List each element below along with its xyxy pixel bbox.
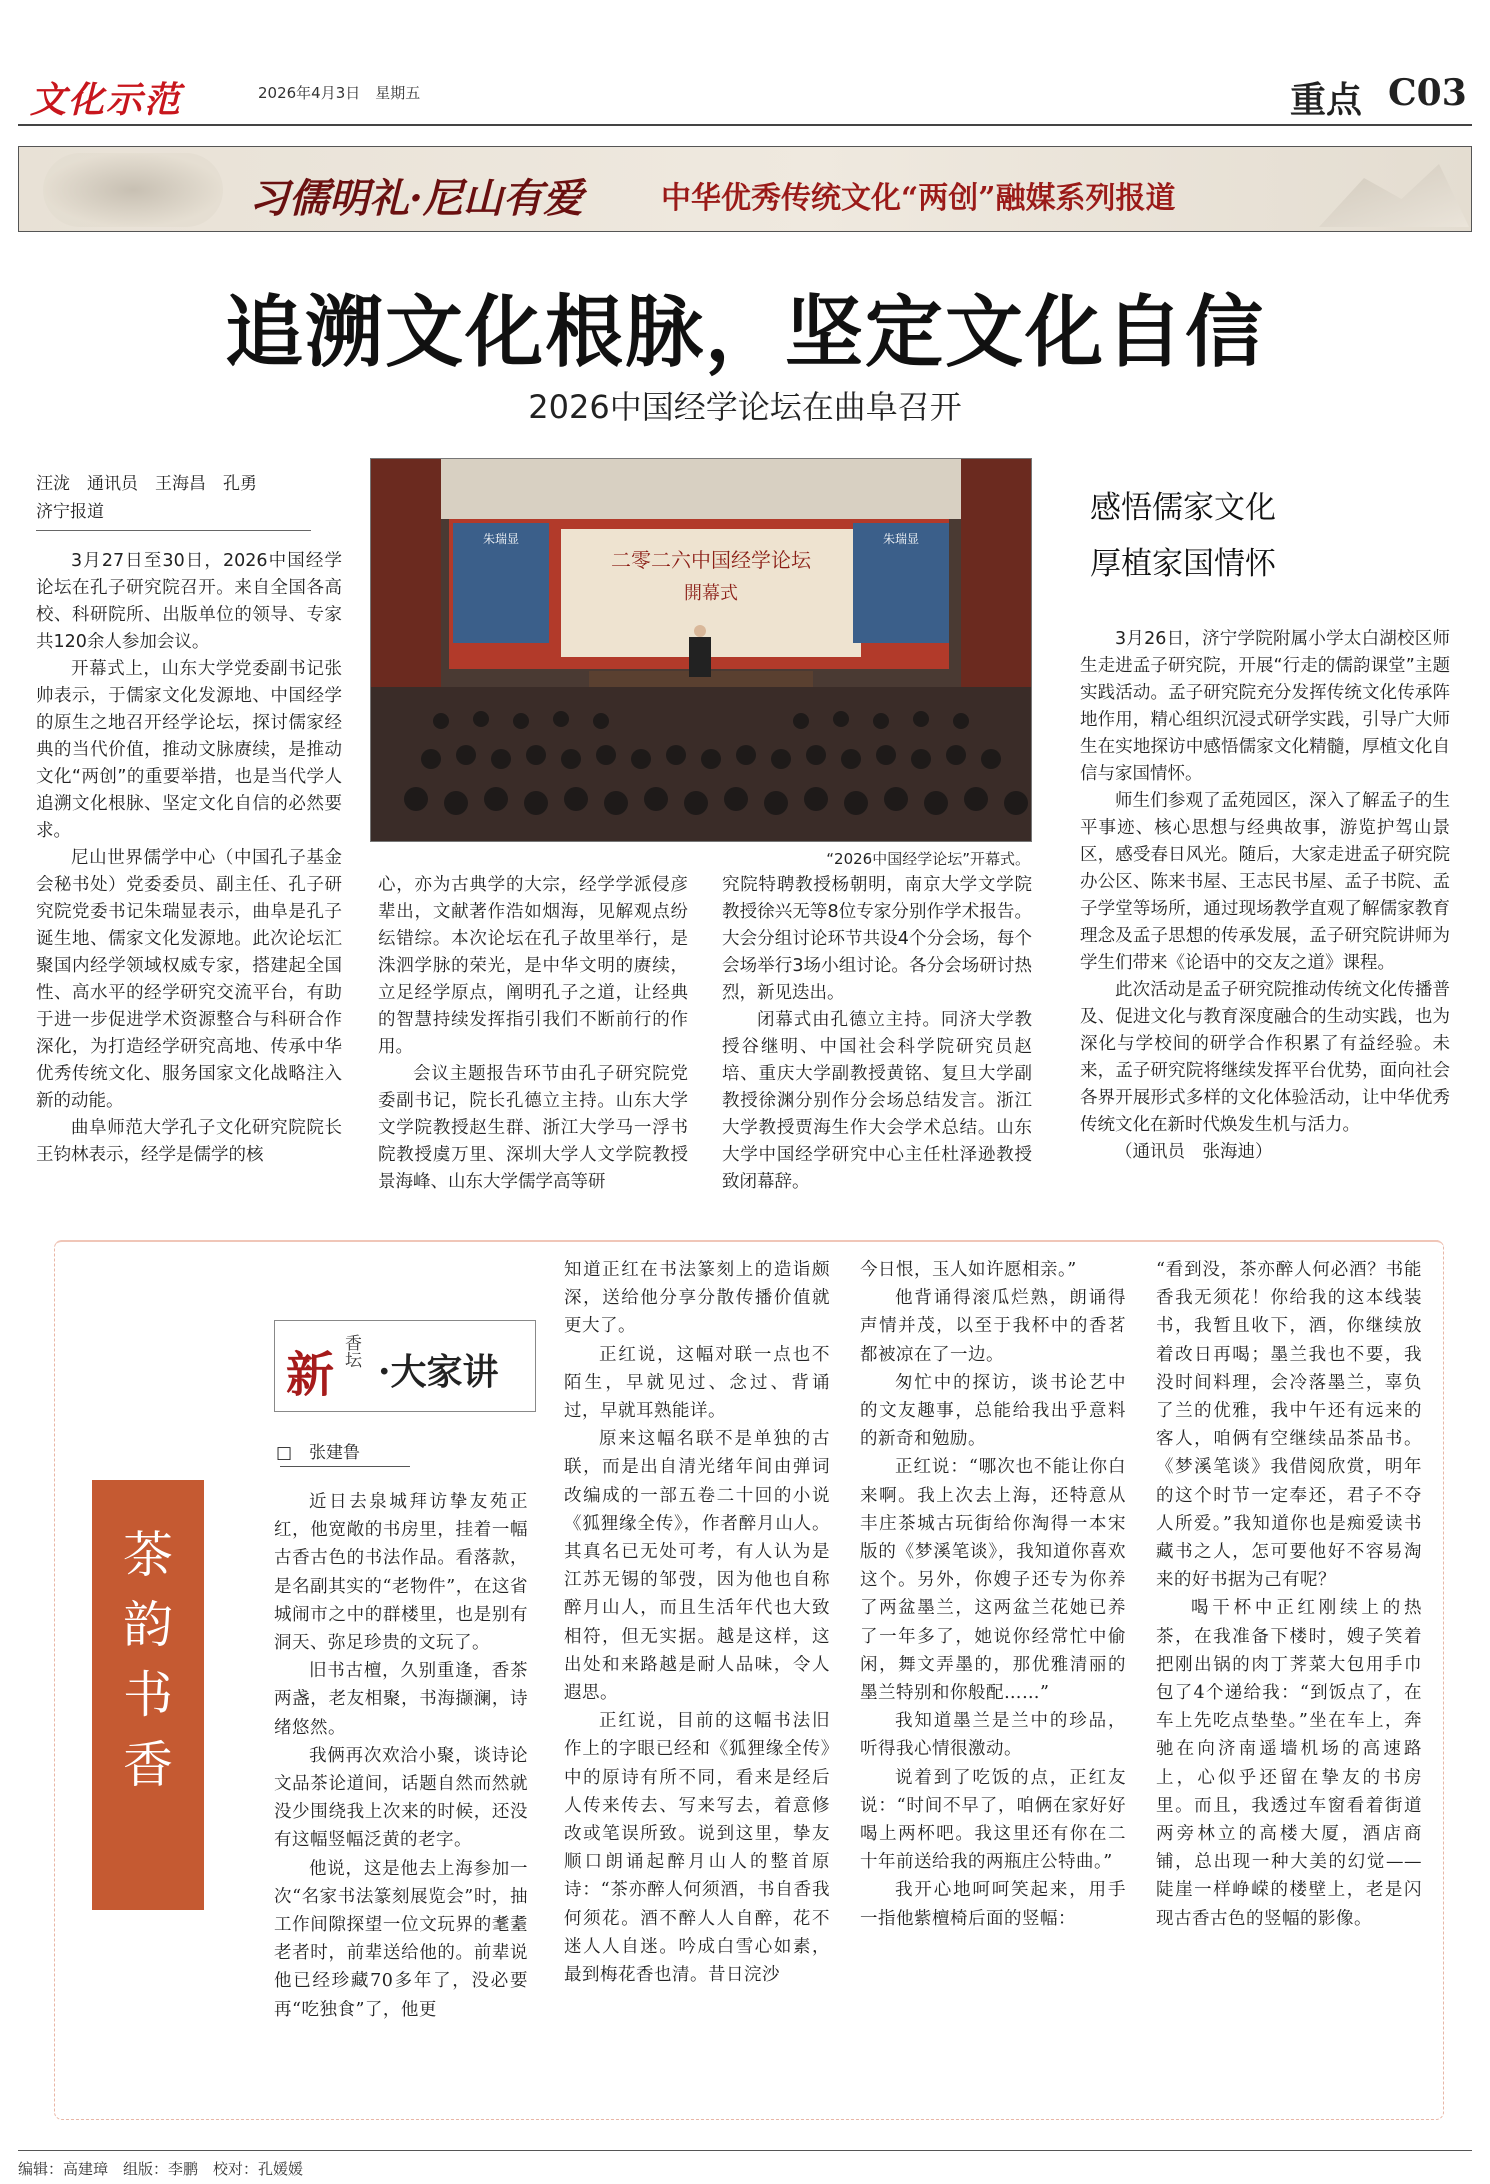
- paragraph: 喝干杯中正红刚续上的热茶，在我准备下楼时，嫂子笑着把刚出锅的肉丁荠菜大包用手巾包了4个递给我：“到饭点了，在车上先吃点垫垫。”坐在车上，奔驰在向济南遥墙机场的高速路上，心似乎还留在挚友的书房里。而且，我透过车窗看着街道两旁林立的高楼大厦，酒店商铺，总出现一种大美的幻觉——陡崖一样峥嵘的楼壁上，老是闪现古香古色的竖幅的影像。: [1156, 1598, 1422, 1929]
- side-article-body: [1080, 626, 1450, 1166]
- side-title-line-2: 厚植家国情怀: [1090, 546, 1276, 582]
- auditorium-illustration: [371, 459, 1031, 841]
- paragraph: 正红说，目前的这幅书法旧作上的字眼已经和《狐狸缘全传》中的原诗有所不同，看来是经后人传来传去、写来写去，着意修改或笔误所致。说到这里，挚友顺口朗诵起醉月山人的整首原诗：“茶亦醉人何须酒，书自香我何须花。酒不醉人人自醉，花不迷人人自迷。吟成白雪心如素，最到梅花香也清。昔日浣沙: [564, 1711, 830, 1986]
- paragraph: 尼山世界儒学中心（中国孔子基金会秘书处）党委委员、副主任、孔子研究院党委书记朱瑞显表示，曲阜是孔子诞生地、儒家文化发源地。此次论坛汇聚国内经学领域权威专家，搭建起全国性、高水平的经学研究交流平台，有助于进一步促进学术资源整合与科研合作深化，为打造经学研究高地、传承中华优秀传统文化、服务国家文化战略注入新的动能。: [36, 848, 342, 1111]
- paragraph: 此次活动是孟子研究院推动传统文化传播普及、促进文化与教育深度融合的生动实践，也为深化与学校间的研学合作积累了有益经验。未来，孟子研究院将继续发挥平台优势，面向社会各界开展形式多样的文化体验活动，让中华优秀传统文化在新时代焕发生机与活力。: [1080, 980, 1450, 1135]
- section-label: 重点: [1290, 79, 1363, 121]
- forum-photo: [370, 458, 1032, 842]
- paragraph: 心，亦为古典学的大宗，经学学派侵彦辈出，文献著作浩如烟海，见解观点纷纭错综。本次论坛在孔子故里举行，是洙泗学脉的荣光，是中华文明的赓续，立足经学原点，阐明孔子之道，让经典的智慧持续发挥指引我们不断前行的作用。: [378, 875, 688, 1057]
- logo-xin: 新: [286, 1347, 335, 1403]
- paragraph: 今日恨，玉人如许愿相亲。”: [860, 1260, 1077, 1280]
- byline: [36, 470, 257, 526]
- footer-rule: [18, 2150, 1472, 2151]
- article-column-1: [36, 548, 342, 1169]
- newspaper-logo: 文化示范: [30, 79, 183, 121]
- paragraph: 他说，这是他去上海参加一次“名家书法篆刻展览会”时，抽工作间隙探望一位文玩界的耄耋老者时，前辈送给他的。前辈说他已经珍藏70多年了，没必要再“吃独食”了，他更: [274, 1858, 528, 2020]
- paragraph: 近日去泉城拜访挚友苑正红，他宽敞的书房里，挂着一幅古香古色的书法作品。看落款，是名副其实的“老物件”，在这省城闹市之中的群楼里，也是别有洞天、弥足珍贵的文玩了。: [274, 1492, 528, 1654]
- paragraph: 旧书古檀，久别重逢，香茶两盏，老友相聚，书海撷澜，诗绪悠然。: [274, 1661, 528, 1738]
- issue-date: 2026年4月3日 星期五: [258, 84, 421, 102]
- paragraph: 曲阜师范大学孔子文化研究院院长王钧林表示，经学是儒学的核: [36, 1118, 342, 1165]
- paragraph: 3月27日至30日，2026中国经学论坛在孔子研究院召开。来自全国各高校、科研院所、出版单位的领导、专家共120余人参加会议。: [36, 551, 342, 652]
- series-banner: [18, 146, 1472, 232]
- banner-series-title: 中华优秀传统文化“两创”融媒系列报道: [661, 181, 1176, 216]
- screen-title: 二零二六中国经学论坛: [611, 548, 811, 572]
- paragraph: 我知道墨兰是兰中的珍品，听得我心情很激动。: [860, 1711, 1126, 1760]
- editorial-credits: 编辑：高建璋 组版：李鹏 校对：孔媛媛: [18, 2160, 304, 2178]
- ink-wash-decoration: [43, 153, 223, 227]
- article-subheadline: 2026中国经学论坛在曲阜召开: [528, 388, 962, 426]
- paragraph: 究院特聘教授杨朝明，南京大学文学院教授徐兴无等8位专家分别作学术报告。大会分组讨论环节共设4个分会场，每个会场举行3场小组讨论。各分会场研讨热烈，新见迭出。: [722, 875, 1032, 1003]
- masthead-rule: [18, 124, 1472, 126]
- logo-dajiajiang: ·大家讲: [378, 1351, 499, 1393]
- logo-xiangtan: 香坛: [341, 1334, 361, 1368]
- author-rule: [280, 1466, 410, 1467]
- screen-subtitle: 開幕式: [684, 583, 738, 604]
- feature-tab-label: [92, 1520, 204, 1800]
- paragraph: “看到没，茶亦醉人何必酒？书能香我无须花！你给我的这本线装书，我暂且收下，酒，你继续放着改日再喝；墨兰我也不要，我没时间料理，会冷落墨兰，辜负了兰的优雅，我中午还有远来的客人，咱俩有空继续品茶品书。《梦溪笔谈》我借阅欣赏，明年的这个时节一定奉还，君子不夺人所爱。”我知道你也是痴爱读书藏书之人，怎可要他好不容易淘来的好书据为己有呢？: [1156, 1260, 1422, 1591]
- page-number: C03: [1388, 72, 1467, 114]
- paragraph: 正红说，这幅对联一点也不陌生，早就见过、念过、背诵过，早就耳熟能详。: [564, 1344, 830, 1422]
- paragraph: 会议主题报告环节由孔子研究院党委副书记，院长孔德立主持。山东大学文学院教授赵生群、浙江大学马一浮书院教授虞万里、深圳大学人文学院教授景海峰、山东大学儒学高等研: [378, 1064, 688, 1192]
- feature-author: □ 张建鲁: [276, 1443, 361, 1463]
- screen-name-right: 朱瑞显: [882, 532, 920, 546]
- paragraph: 师生们参观了孟苑园区，深入了解孟子的生平事迹、核心思想与经典故事，游览护驾山景区，感受春日风光。随后，大家走进孟子研究院办公区、陈来书屋、王志民书屋、孟子书院、孟子学堂等场所，通过现场教学直观了解儒家教育理念及孟子思想的传承发展，孟子研究院讲师为学生们带来《论语中的交友之道》课程。: [1080, 791, 1450, 973]
- side-article-title: [1090, 480, 1420, 592]
- paragraph: 闭幕式由孔德立主持。同济大学教授谷继明、中国社会科学院研究员赵培、重庆大学副教授黄铭、复旦大学副教授徐渊分别作分会场总结发言。浙江大学教授贾海生作大会学术总结。山东大学中国经学研究中心主任杜泽逊教授致闭幕辞。: [722, 1010, 1032, 1192]
- paragraph: 原来这幅名联不是单独的古联，而是出自清光绪年间由弹词改编成的一部五卷二十回的小说《狐狸缘全传》，作者醉月山人。其真名已无处可考，有人认为是江苏无锡的邹弢，因为他也自称醉月山人，而且生活年代也大致相符，但无实据。越是这样，这出处和来路越是耐人品味，令人遐思。: [564, 1429, 830, 1704]
- feature-column-4: [1156, 1256, 1422, 1933]
- feature-column-2: [564, 1256, 830, 1989]
- screen-name-left: 朱瑞显: [482, 532, 520, 546]
- feature-column-3: [860, 1256, 1126, 1933]
- article-column-2: [378, 872, 688, 1196]
- paragraph: 匆忙中的探访，谈书论艺中的文友趣事，总能给我出乎意料的新奇和勉励。: [860, 1372, 1126, 1450]
- article-headline: 追溯文化根脉，坚定文化自信: [224, 287, 1265, 378]
- paragraph: 正红说：“哪次也不能让你白来啊。我上次去上海，还特意从丰庄茶城古玩街给你淘得一本宋版的《梦溪笔谈》，我知道你喜欢这个。另外，你嫂子还专为你养了两盆墨兰，这两盆兰花她已养了一年多了，她说你经常忙中偷闲，舞文弄墨的，那优雅清丽的墨兰特别和你般配……”: [860, 1457, 1126, 1704]
- paragraph: 他背诵得滚瓜烂熟，朗诵得声情并茂，以至于我杯中的香茗都被凉在了一边。: [860, 1288, 1126, 1365]
- paragraph: 开幕式上，山东大学党委副书记张帅表示，于儒家文化发源地、中国经学的原生之地召开经学论坛，探讨儒家经典的当代价值，推动文脉赓续，是推动文化“两创”的重要举措，也是当代学人追溯文化根脉、坚定文化自信的必然要求。: [36, 659, 342, 841]
- paragraph: 我俩再次欢洽小聚，谈诗论文品茶论道间，话题自然而然就没少围绕我上次来的时候，还没有这幅竖幅泛黄的老字。: [274, 1745, 528, 1851]
- paragraph: 知道正红在书法篆刻上的造诣颇深，送给他分享分散传播价值就更大了。: [564, 1260, 830, 1337]
- side-article-credit: （通讯员 张海迪）: [1115, 1142, 1273, 1162]
- side-title-line-1: 感悟儒家文化: [1090, 490, 1276, 526]
- feature-top-bar: [54, 1240, 1444, 1254]
- byline-authors: 汪泷 通讯员 王海昌 孔勇: [36, 474, 257, 494]
- paragraph: 说着到了吃饭的点，正红友说：“时间不早了，咱俩在家好好喝上两杯吧。我这里还有你在二十年前送给我的两瓶庄公特曲。”: [860, 1767, 1126, 1873]
- feature-column-1: [274, 1488, 528, 2024]
- banner-slogan: 习儒明礼·尼山有爱: [249, 175, 583, 222]
- mountain-decoration: [1319, 157, 1469, 227]
- feature-tab-title: 茶韵书香: [123, 1526, 173, 1794]
- article-column-3: [722, 872, 1032, 1196]
- byline-location: 济宁报道: [36, 502, 104, 522]
- paragraph: 3月26日，济宁学院附属小学太白湖校区师生走进孟子研究院，开展“行走的儒韵课堂”主题实践活动。孟子研究院充分发挥传统文化传承阵地作用，精心组织沉浸式研学实践，引导广大师生在实地探访中感悟儒家文化精髓，厚植文化自信与家国情怀。: [1080, 629, 1450, 784]
- photo-caption: “2026中国经学论坛”开幕式。: [826, 850, 1030, 868]
- byline-rule: [36, 530, 311, 531]
- paragraph: 我开心地呵呵笑起来，用手一指他紫檀椅后面的竖幅：: [860, 1880, 1126, 1929]
